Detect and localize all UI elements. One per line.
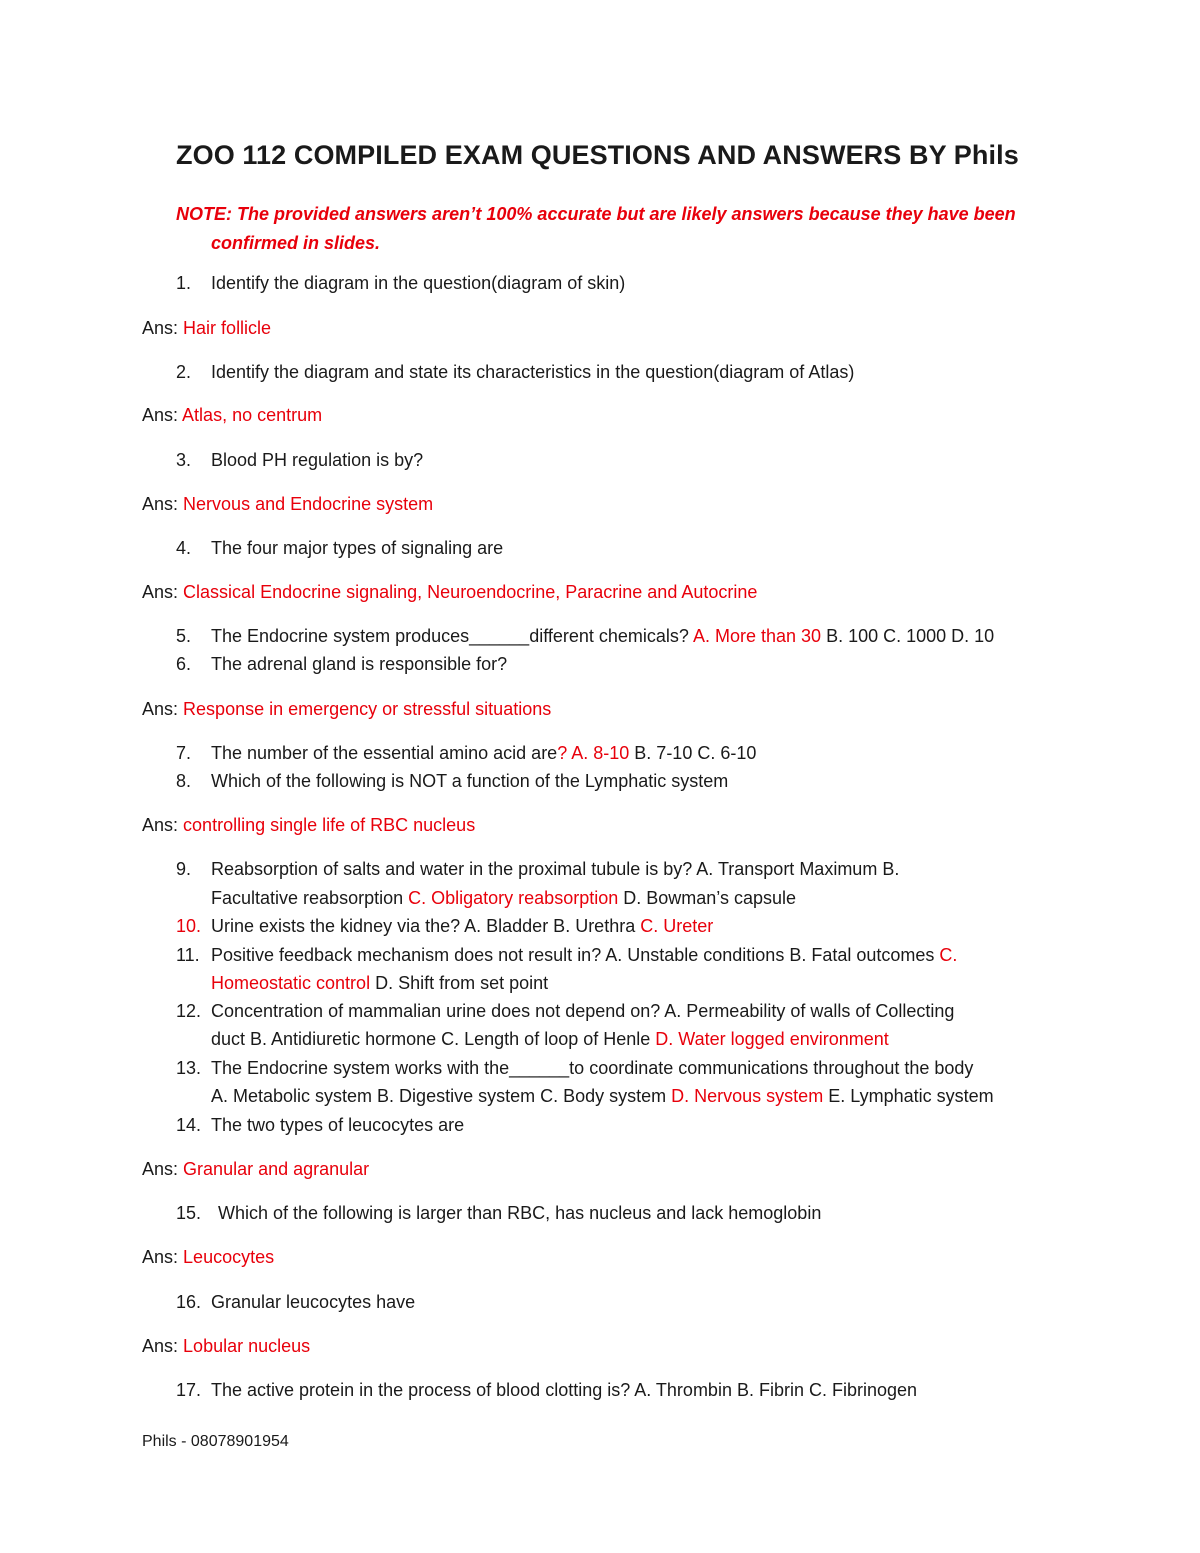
answer-option: Homeostatic control	[211, 973, 371, 993]
question-text: Concentration of mammalian urine does not depend on? A. Permeability of walls of Collecting	[211, 1001, 955, 1021]
answer-8	[142, 815, 475, 836]
note	[176, 200, 1076, 258]
question-14	[176, 1115, 464, 1136]
answer-text: Nervous and Endocrine system	[183, 494, 434, 514]
question-text: The Endocrine system works with the______to coordinate communications throughout the body	[211, 1058, 974, 1078]
question-number: 17.	[176, 1380, 202, 1400]
question-number: 5.	[176, 626, 192, 646]
question-text: The active protein in the process of blood clotting is? A. Thrombin B. Fibrin C. Fibrinogen	[211, 1380, 918, 1400]
note-line-2: confirmed in slides.	[211, 233, 381, 253]
question-text: The four major types of signaling are	[211, 538, 504, 558]
answer-label: Ans:	[142, 1159, 179, 1179]
other-options: D. Bowman’s capsule	[623, 888, 796, 908]
answer-label: Ans:	[142, 318, 179, 338]
question-number: 13.	[176, 1058, 202, 1078]
question-9-continued	[211, 888, 796, 909]
answer-label: Ans:	[142, 699, 179, 719]
answer-16	[142, 1336, 310, 1357]
answer-text: controlling single life of RBC nucleus	[183, 815, 476, 835]
question-text: Identify the diagram and state its characteristics in the question(diagram of Atlas)	[211, 362, 855, 382]
question-text: A. Metabolic system B. Digestive system C. Body system	[211, 1086, 667, 1106]
question-number: 11.	[176, 945, 200, 965]
answer-label: Ans:	[142, 494, 179, 514]
question-number: 12.	[176, 1001, 202, 1021]
question-3	[176, 450, 423, 471]
answer-text: Lobular nucleus	[183, 1336, 311, 1356]
page-footer: Phils - 08078901954	[142, 1433, 289, 1450]
answer-option-letter: C.	[939, 945, 958, 965]
question-12	[176, 1001, 954, 1022]
answer-label: Ans:	[142, 1247, 179, 1267]
question-number: 7.	[176, 743, 192, 763]
answer-option: D. Nervous system	[671, 1086, 824, 1106]
question-text: duct B. Antidiuretic hormone C. Length of loop of Henle	[211, 1029, 651, 1049]
answer-text: Classical Endocrine signaling, Neuroendocrine, Paracrine and Autocrine	[183, 582, 758, 602]
answer-4	[142, 582, 757, 603]
question-number: 4.	[176, 538, 192, 558]
page-title: ZOO 112 COMPILED EXAM QUESTIONS AND ANSWERS BY Phils	[176, 140, 1019, 170]
question-5	[176, 626, 994, 647]
question-text: Reabsorption of salts and water in the proximal tubule is by? A. Transport Maximum B.	[211, 859, 900, 879]
question-text: Identify the diagram in the question(diagram of skin)	[211, 273, 626, 293]
question-number: 9.	[176, 859, 192, 879]
question-number: 8.	[176, 771, 192, 791]
question-text: The adrenal gland is responsible for?	[211, 654, 508, 674]
question-4	[176, 538, 503, 559]
answer-2	[142, 405, 322, 426]
other-options: B. 100 C. 1000 D. 10	[826, 626, 995, 646]
question-8	[176, 771, 728, 792]
answer-text: Leucocytes	[183, 1247, 275, 1267]
question-1	[176, 273, 625, 294]
other-options: B. 7-10 C. 6-10	[634, 743, 757, 763]
answer-text: Hair follicle	[183, 318, 272, 338]
question-11-continued	[211, 973, 548, 994]
question-6	[176, 654, 507, 675]
question-text: Which of the following is larger than RBC, has nucleus and lack hemoglobin	[218, 1203, 822, 1223]
answer-text: Granular and agranular	[183, 1159, 370, 1179]
question-number: 16.	[176, 1292, 202, 1312]
question-15	[176, 1203, 821, 1224]
answer-1	[142, 318, 271, 339]
question-number: 15.	[176, 1203, 202, 1223]
answer-label: Ans:	[142, 815, 179, 835]
note-line-1: NOTE: The provided answers aren’t 100% accurate but are likely answers because they have been	[176, 204, 1016, 224]
question-9	[176, 859, 899, 880]
answer-15	[142, 1247, 274, 1268]
question-16	[176, 1292, 415, 1313]
question-number: 14.	[176, 1115, 202, 1135]
question-number: 10.	[176, 916, 202, 936]
other-options: E. Lymphatic system	[828, 1086, 994, 1106]
question-number: 6.	[176, 654, 192, 674]
answer-label: Ans:	[142, 405, 179, 425]
answer-option: C. Obligatory reabsorption	[408, 888, 619, 908]
answer-14	[142, 1159, 369, 1180]
answer-option: A. 8-10	[571, 743, 630, 763]
question-12-continued	[211, 1029, 889, 1050]
question-text: Facultative reabsorption	[211, 888, 404, 908]
question-text: The Endocrine system produces______different chemicals?	[211, 626, 689, 646]
question-2	[176, 362, 854, 383]
answer-6	[142, 699, 551, 720]
answer-label: Ans:	[142, 582, 179, 602]
question-text: Blood PH regulation is by?	[211, 450, 424, 470]
question-number: 1.	[176, 273, 192, 293]
other-options: D. Shift from set point	[375, 973, 549, 993]
question-text: Granular leucocytes have	[211, 1292, 416, 1312]
question-17	[176, 1380, 917, 1401]
question-text: Positive feedback mechanism does not result in? A. Unstable conditions B. Fatal outcomes	[211, 945, 935, 965]
answer-3	[142, 494, 433, 515]
answer-label: Ans:	[142, 1336, 179, 1356]
question-10	[176, 916, 713, 937]
question-text: The number of the essential amino acid are	[211, 743, 558, 763]
question-number: 3.	[176, 450, 192, 470]
question-13-continued	[211, 1086, 994, 1107]
answer-text: Response in emergency or stressful situations	[183, 699, 552, 719]
question-text: Which of the following is NOT a function of the Lymphatic system	[211, 771, 729, 791]
question-text: The two types of leucocytes are	[211, 1115, 465, 1135]
answer-option: D. Water logged environment	[655, 1029, 889, 1049]
question-mark: ?	[557, 743, 568, 763]
question-text: Urine exists the kidney via the? A. Bladder B. Urethra	[211, 916, 636, 936]
question-11	[176, 945, 957, 966]
answer-text: Atlas, no centrum	[182, 405, 323, 425]
answer-option: C. Ureter	[640, 916, 714, 936]
question-7	[176, 743, 756, 764]
question-number: 2.	[176, 362, 192, 382]
question-13	[176, 1058, 973, 1079]
answer-option: A. More than 30	[692, 626, 822, 646]
